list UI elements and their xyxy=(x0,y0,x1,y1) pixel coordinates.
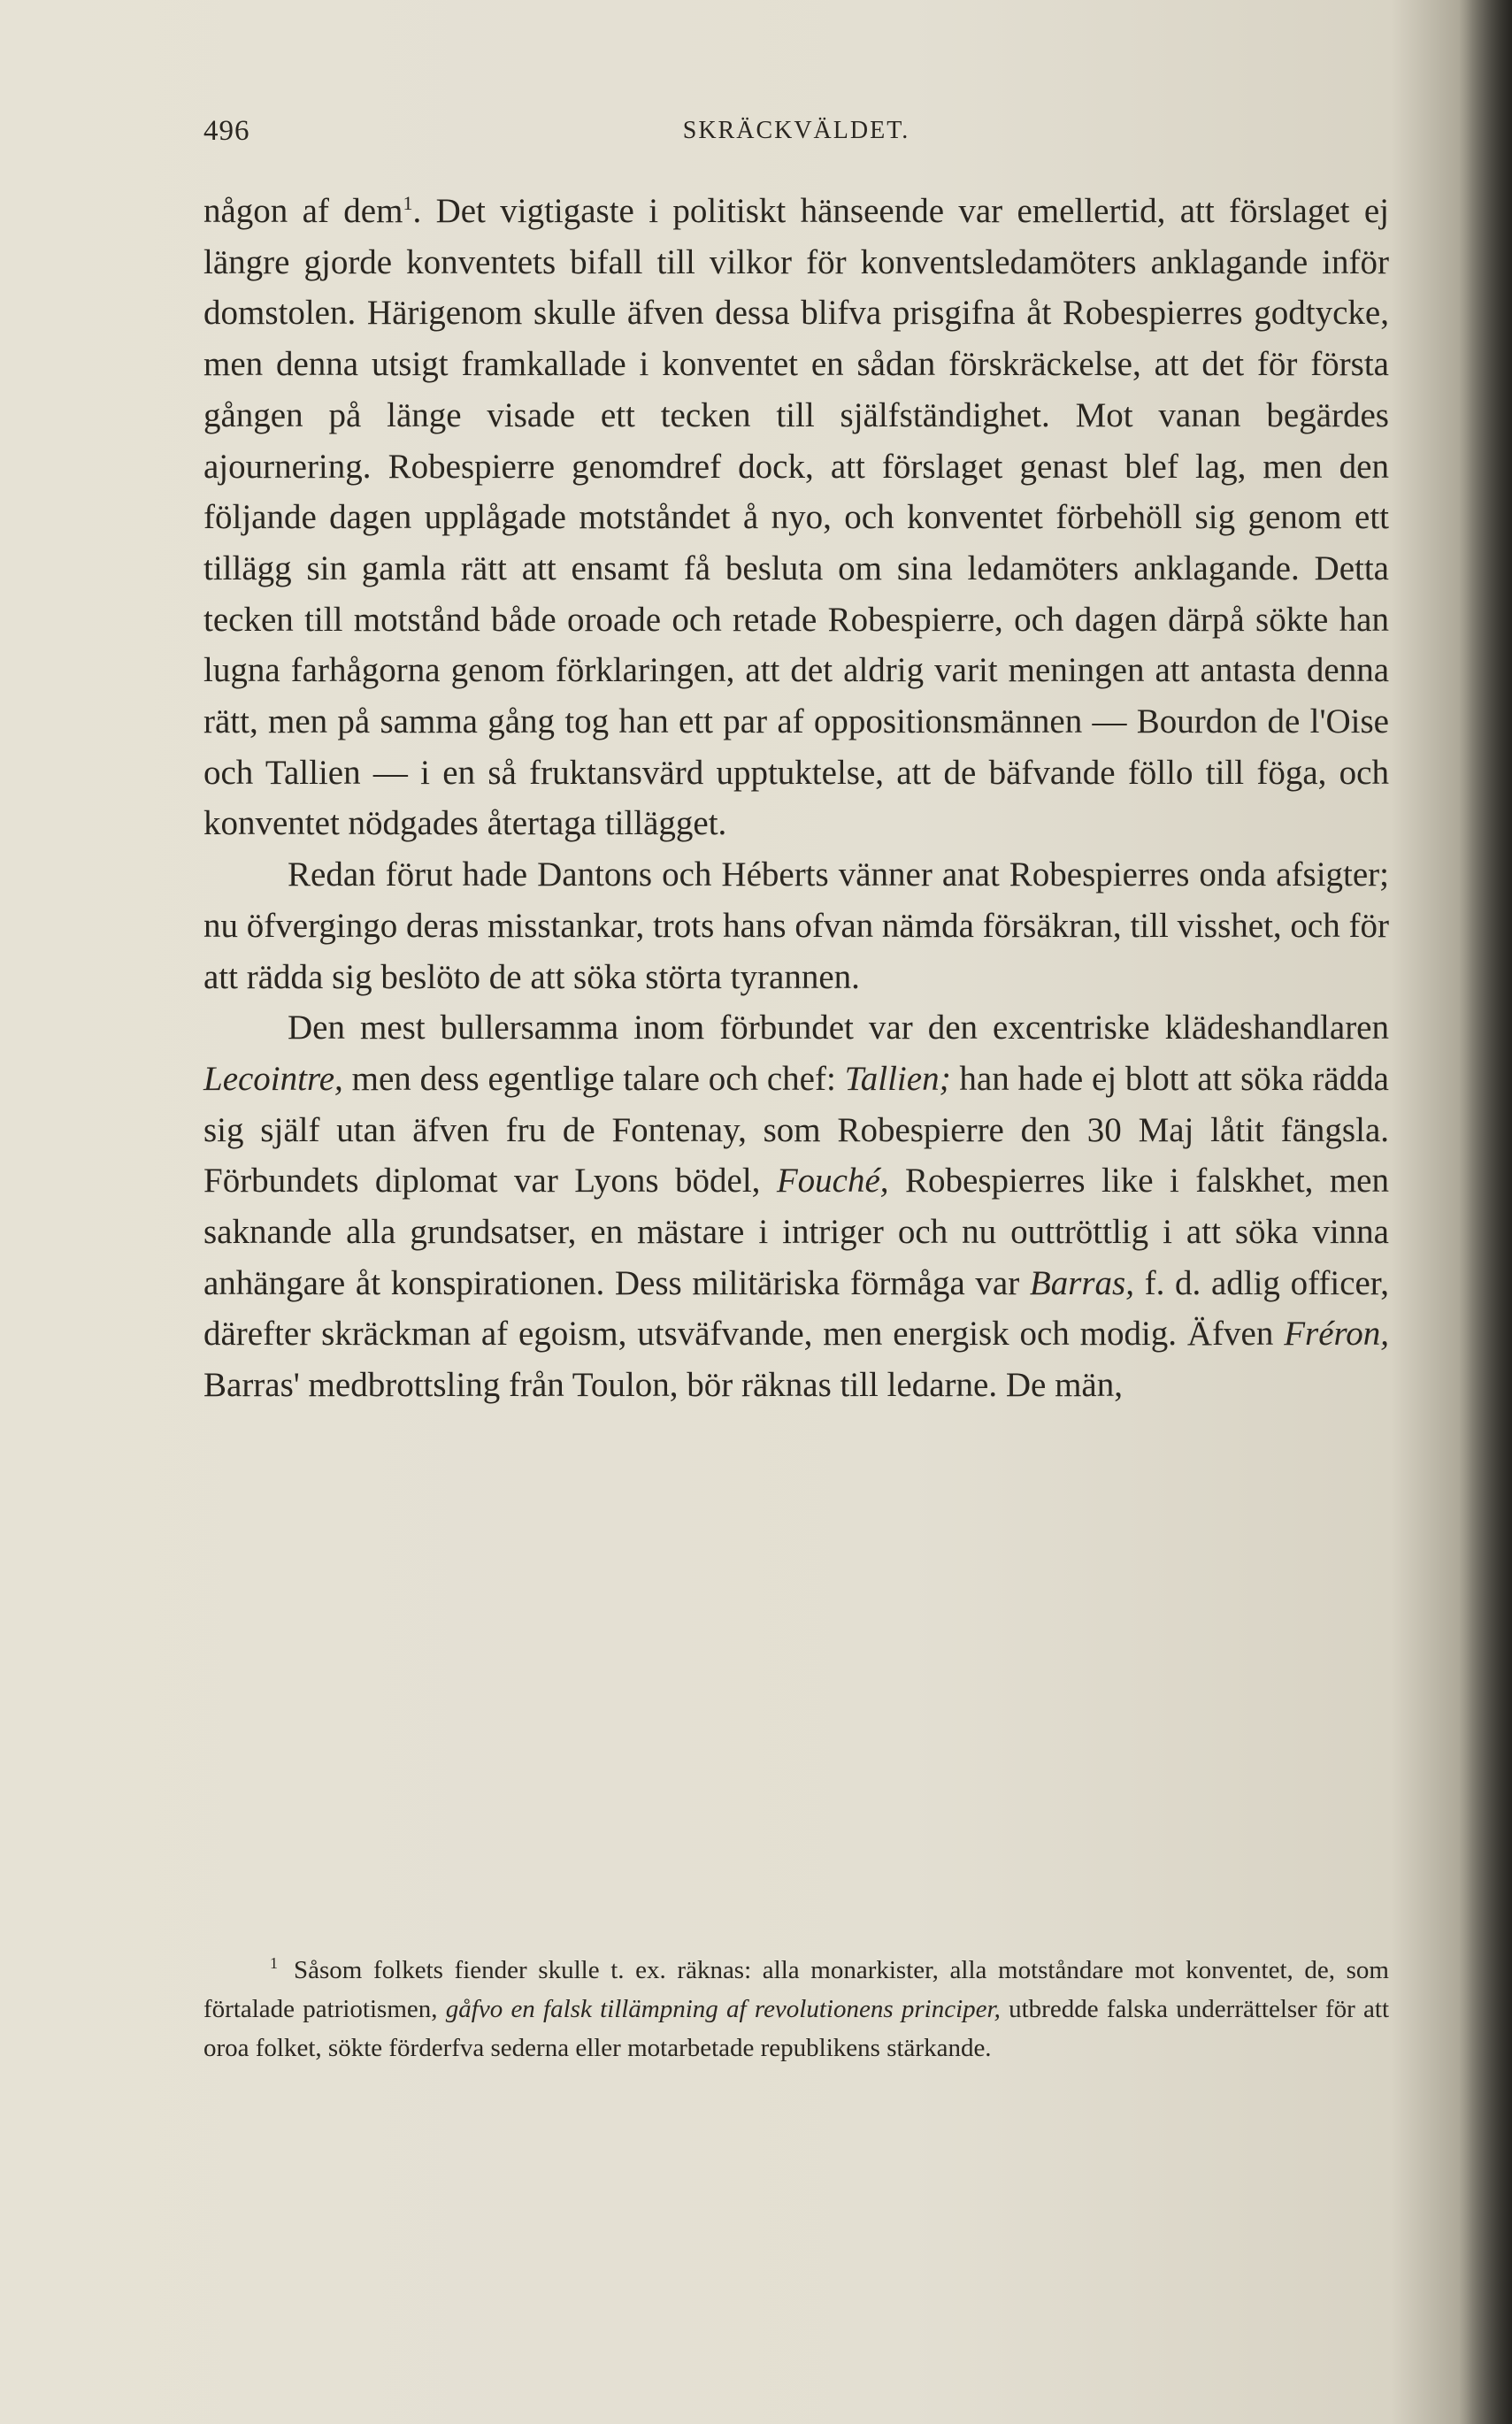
footnote-marker: 1 xyxy=(270,1954,278,1973)
body-paragraph xyxy=(203,186,1389,849)
italic-text: Lecointre, xyxy=(203,1059,343,1098)
footnotes xyxy=(203,1951,1389,2067)
text-run: Redan förut hade Dantons och Héberts vänner anat Robespierres onda afsigter; nu öfvergingo deras misstankar, trots hans ofvan nämda försäkran, till visshet, och för att rädda sig beslöto de att söka störta tyrannen. xyxy=(203,855,1389,996)
text-run: Robespierres like i falskhet, men saknande alla grundsatser, en mästare i intriger och nu outtröttlig i att söka vinna anhängare åt konspirationen. Dess militäriska förmåga var xyxy=(203,1162,1389,1302)
italic-text: Fréron, xyxy=(1284,1315,1389,1354)
footnote-marker: 1 xyxy=(403,192,413,214)
page-header xyxy=(203,115,1389,157)
italic-text: gåfvo en falsk tillämpning af revolutionens principer, xyxy=(445,1995,1001,2023)
italic-text: Tallien; xyxy=(844,1059,951,1098)
body-paragraph xyxy=(203,849,1389,1002)
page-edge-shadow xyxy=(1459,0,1512,2424)
footnote xyxy=(203,1951,1389,2067)
text-run: han hade ej blott att söka rädda sig själf utan äfven fru de Fontenay, som Robespierre den 30 Maj låtit fängsla. Förbundets diplomat var Lyons bödel, xyxy=(203,1059,1389,1200)
running-head: SKRÄCKVÄLDET. xyxy=(682,117,910,144)
text-run: men dess egentlige talare och chef: xyxy=(342,1059,845,1098)
text-run: Barras' medbrottsling från Toulon, bör räknas till ledarne. De män, xyxy=(203,1366,1123,1405)
text-run: . Det vigtigaste i politiskt hänseende var emellertid, att förslaget ej längre gjorde konventets bifall till vilkor för konventsledamöters anklagande inför domstolen. Härigenom skulle äfven dessa blifva prisgifna åt Robespierres godtycke, men denna utsigt framkallade i konventet en sådan förskräckelse, att det för första gången på länge visade ett tecken till själfständighet. Mot vanan begärdes ajournering. Robespierre genomdref dock, att förslaget genast blef lag, men den följande dagen upplågade motståndet å nyo, och konventet förbehöll sig genom ett tillägg sin gamla rätt att ensamt få besluta om sina ledamöters anklagande. Detta tecken till motstånd både oroade och retade Robespierre, och dagen därpå sökte han lugna farhågorna genom förklaringen, att det aldrig varit meningen att antasta denna rätt, men på samma gång tog han ett par af oppositionsmännen — Bourdon de l'Oise och Tallien — i en så fruktansvärd upptuktelse, att de bäfvande föllo till föga, och konventet nödgades återtaga tillägget. xyxy=(203,192,1389,843)
text-run: utbredde falska underrättelser för att oroa folket, sökte förderfva sederna eller motarbetade republikens stärkande. xyxy=(203,1995,1390,2062)
italic-text: Fouché, xyxy=(776,1162,889,1200)
page-number: 496 xyxy=(203,115,250,147)
text-run: Såsom folkets fiender skulle t. ex. räknas: alla monarkister, alla motståndare mot konventet, de, som förtalade patriotismen, xyxy=(203,1956,1389,2023)
body-text xyxy=(203,186,1389,1411)
text-run: f. d. adlig officer, därefter skräckman af egoism, utsväfvande, men energisk och modig. Äfven xyxy=(203,1263,1389,1354)
italic-text: Barras, xyxy=(1029,1263,1134,1302)
body-paragraph xyxy=(203,1002,1389,1411)
text-run: Den mest bullersamma inom förbundet var den excentriske klädeshandlaren xyxy=(288,1009,1389,1047)
text-run: någon af dem xyxy=(203,192,403,230)
